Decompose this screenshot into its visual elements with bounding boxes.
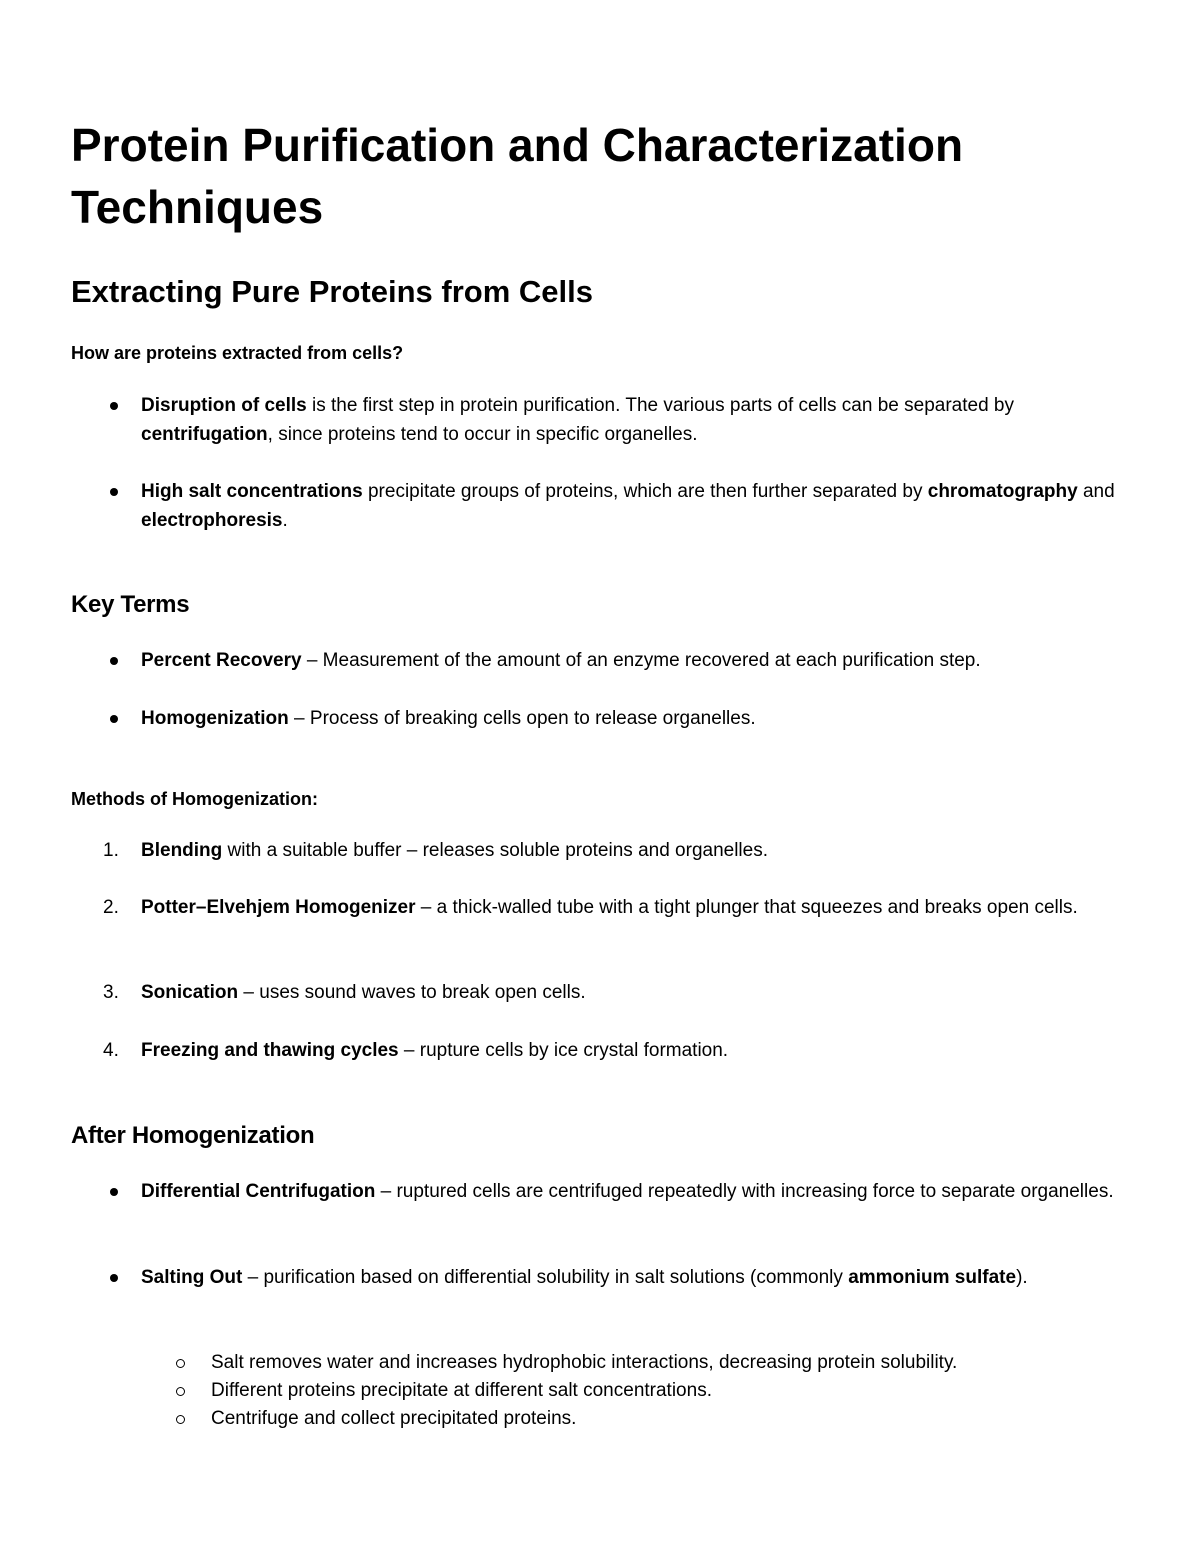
item-text: – purification based on differential solubility in salt solutions (commonly [242, 1267, 849, 1288]
list-item [141, 704, 1126, 733]
bold-term: Homogenization [141, 708, 289, 729]
bold-term: Differential Centrifugation [141, 1181, 376, 1202]
item-text: Different proteins precipitate at different salt concentrations. [211, 1380, 712, 1401]
item-text: is the first step in protein purification. The various parts of cells can be separated by [306, 395, 1014, 416]
bullet-icon [110, 715, 118, 723]
list-item [141, 646, 1126, 675]
item-number: 4. [103, 1040, 119, 1061]
item-text: precipitate groups of proteins, which are then further separated by [362, 481, 928, 502]
bold-term: centrifugation [141, 424, 268, 445]
bold-term: High salt concentrations [141, 481, 363, 502]
bullet-icon [110, 488, 118, 496]
bold-term: chromatography [927, 481, 1078, 502]
bullet-icon [110, 402, 118, 410]
sub-list-item [211, 1349, 1111, 1377]
item-text: ). [1016, 1267, 1028, 1288]
bold-term: Sonication [141, 982, 239, 1003]
list-item [141, 477, 1126, 535]
bold-term: electrophoresis [141, 510, 283, 531]
bold-term: Freezing and thawing cycles [141, 1040, 399, 1061]
item-text: – uses sound waves to break open cells. [238, 982, 586, 1003]
item-text: Centrifuge and collect precipitated proteins. [211, 1408, 577, 1429]
sub-list-item [211, 1377, 1111, 1405]
item-text: and [1077, 481, 1115, 502]
item-text: – rupture cells by ice crystal formation. [398, 1040, 729, 1061]
item-text: Salt removes water and increases hydrophobic interactions, decreasing protein solubility. [211, 1352, 958, 1373]
page-title: Protein Purification and Characterization Techniques [71, 119, 964, 233]
bold-term: Potter–Elvehjem Homogenizer [141, 897, 416, 918]
bullet-icon [110, 1188, 118, 1196]
numbered-item [103, 893, 1126, 922]
numbered-item [103, 978, 1126, 1007]
item-text: – a thick-walled tube with a tight plunger that squeezes and breaks open cells. [415, 897, 1078, 918]
item-number: 2. [103, 897, 119, 918]
item-text: . [282, 510, 288, 531]
item-number: 3. [103, 982, 119, 1003]
methods-heading: Methods of Homogenization: [71, 789, 318, 809]
list-item [141, 1263, 1126, 1292]
after-heading: After Homogenization [71, 1122, 315, 1149]
sub-list-item [211, 1405, 1111, 1433]
item-text: – ruptured cells are centrifuged repeatedly with increasing force to separate organelles. [375, 1181, 1114, 1202]
item-text: with a suitable buffer – releases soluble proteins and organelles. [222, 840, 768, 861]
item-number: 1. [103, 840, 119, 861]
bold-term: Blending [141, 840, 223, 861]
hollow-bullet-icon [176, 1415, 185, 1424]
bold-term: ammonium sulfate [848, 1267, 1017, 1288]
bold-term: Disruption of cells [141, 395, 307, 416]
item-text: – Process of breaking cells open to release organelles. [288, 708, 756, 729]
list-item [141, 1177, 1126, 1206]
hollow-bullet-icon [176, 1387, 185, 1396]
bold-term: Percent Recovery [141, 650, 302, 671]
list-item [141, 391, 1126, 449]
bullet-icon [110, 657, 118, 665]
item-text: – Measurement of the amount of an enzyme recovered at each purification step. [301, 650, 981, 671]
numbered-item [103, 1036, 1126, 1065]
bold-term: Salting Out [141, 1267, 243, 1288]
section-heading: Extracting Pure Proteins from Cells [71, 274, 593, 309]
question-heading: How are proteins extracted from cells? [71, 343, 404, 363]
key-terms-heading: Key Terms [71, 591, 190, 618]
hollow-bullet-icon [176, 1359, 185, 1368]
bullet-icon [110, 1274, 118, 1282]
item-text: , since proteins tend to occur in specific organelles. [267, 424, 698, 445]
numbered-item [103, 836, 1126, 865]
